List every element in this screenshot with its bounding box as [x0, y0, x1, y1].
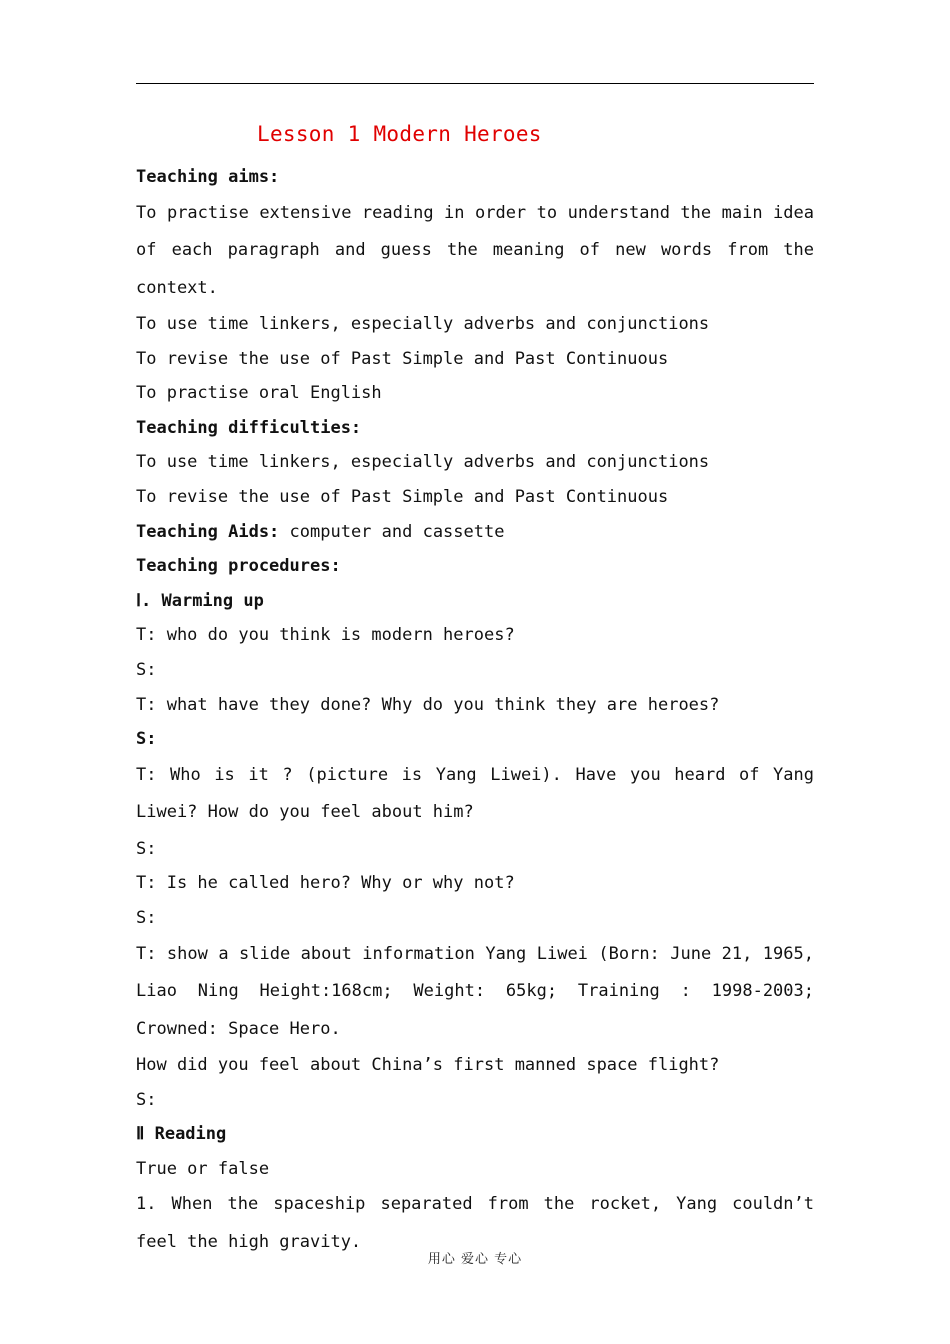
dialogue-line: T: Is he called hero? Why or why not? — [136, 873, 515, 894]
dialogue-line: S: — [136, 1089, 157, 1110]
aids-value: computer and cassette — [279, 521, 505, 542]
dialogue-line: S: — [136, 729, 157, 750]
aim-item: To practise extensive reading in order to understand the main idea of each paragraph and guess the meaning of new words from the context. — [136, 202, 814, 298]
dialogue-line: T: who do you think is modern heroes? — [136, 625, 515, 646]
header-rule — [136, 83, 814, 84]
document-body — [136, 160, 814, 1261]
reading-subheading: True or false — [136, 1158, 270, 1179]
aim-item: To revise the use of Past Simple and Past Continuous — [136, 348, 669, 369]
dialogue-line: S: — [136, 838, 157, 859]
reading-heading: Ⅱ Reading — [136, 1124, 227, 1145]
dialogue-line: S: — [136, 908, 157, 928]
dialogue-line: T: what have they done? Why do you think they are heroes? — [136, 694, 720, 715]
procedures-heading: Teaching procedures: — [136, 556, 341, 577]
page-footer: 用心 爱心 专心 — [427, 1252, 523, 1267]
aim-item: To use time linkers, especially adverbs and conjunctions — [136, 314, 710, 335]
dialogue-line: T: Who is it ? (picture is Yang Liwei). Have you heard of Yang Liwei? How do you feel about him? — [136, 764, 814, 823]
difficulty-item: To use time linkers, especially adverbs and conjunctions — [136, 452, 710, 473]
aims-heading: Teaching aims: — [136, 167, 280, 187]
aids-line — [136, 515, 814, 550]
dialogue-line: How did you feel about China’s first manned space flight? — [136, 1055, 720, 1076]
warming-up-heading: Ⅰ. Warming up — [136, 590, 264, 611]
lesson-title: Lesson 1 Modern Heroes — [257, 122, 542, 146]
aids-label: Teaching Aids: — [136, 521, 280, 542]
difficulties-heading: Teaching difficulties: — [136, 417, 362, 438]
difficulty-item: To revise the use of Past Simple and Past Continuous — [136, 487, 669, 508]
dialogue-line: S: — [136, 660, 157, 681]
aim-item: To practise oral English — [136, 383, 382, 404]
true-false-item: 1. When the spaceship separated from the rocket, Yang couldn’t feel the high gravity. — [136, 1194, 814, 1252]
dialogue-line: T: show a slide about information Yang Liwei (Born: June 21, 1965, Liao Ning Height:168cm; Weight: 65kg; Training : 1998-2003; Crowned: Space Hero. — [136, 943, 814, 1039]
